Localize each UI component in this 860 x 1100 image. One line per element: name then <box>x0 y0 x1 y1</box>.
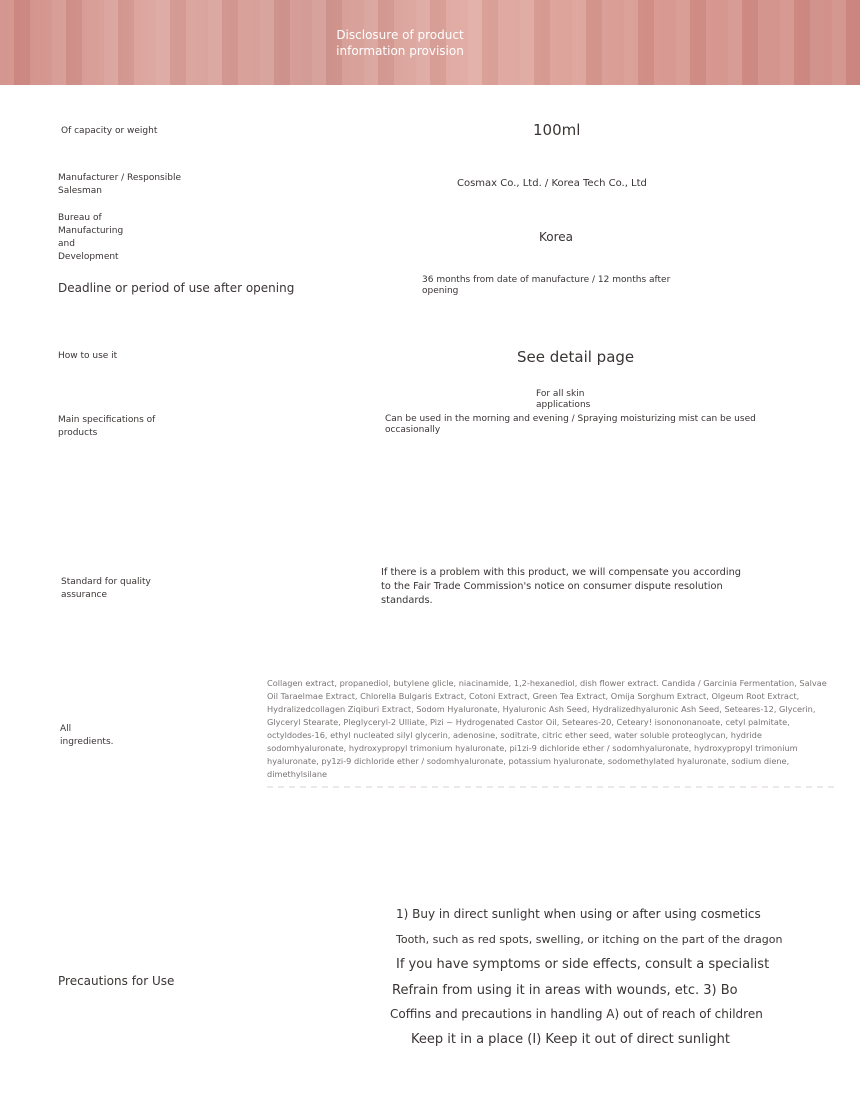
precautions-label: Precautions for Use <box>58 974 175 988</box>
ingredients-value: Collagen extract, propanediol, butylene glicle, niacinamide, 1,2-hexanediol, dish flower extract. Candida / Garcinia Fermentation, Salvae Oil Taraelmae Extract, Chlorella Bulgaris Extract, Cotoni Extract, Green Tea Extract, Omija Sorghum Extract, Olgeum Root Extract, Hydralizedcollagen Ziqiburi Extract, Sodom Hyaluronate, Hyaluronic Ash Seed, Hydralizedhyaluronic Ash Seed, Seteares-12, Glycerin, Glyceryl Stearate, Pleglyceryl-2 Ulliate, Pizi ~ Hydrogenated Castor Oil, Seteares-20, Ceteary! isonononanoate, cetyl palmitate, octyldodes-16, ethyl nucleated silyl glycerin, adenosine, soditrate, citric ether seed, water soluble proteoglycan, hydride sodomhyaluronate, hydroxypropyl trimonium hyaluronate, pi1zi-9 dichloride ether / sodomhyaluronate, hydroxypropyl trimonium hyaluronate, py1zi-9 dichloride ether / sodomhyaluronate, potassium hyaluronate, sodomethylated hyaluronate, sodium diene, dimethylsilane <box>267 678 827 779</box>
manufacturer-value: Cosmax Co., Ltd. / Korea Tech Co., Ltd <box>457 178 647 189</box>
origin-label: Bureau of Manufacturing and Development <box>58 213 124 262</box>
deadline-value: 36 months from date of manufacture / 12 months after opening <box>422 275 671 296</box>
capacity-value: 100ml <box>533 121 581 139</box>
capacity-label: Of capacity or weight <box>61 126 158 136</box>
specs-note: For all skin applications <box>536 389 591 410</box>
manufacturer-label: Manufacturer / Responsible Salesman <box>58 173 181 196</box>
quality-value: If there is a problem with this product, we will compensate you according to the Fair Trade Commission's notice on consumer dispute resolution standards. <box>381 567 742 606</box>
header-banner <box>0 0 860 85</box>
quality-label: Standard for quality assurance <box>61 577 151 600</box>
precaution-line: Tooth, such as red spots, swelling, or itching on the part of the dragon <box>396 933 783 946</box>
precaution-line: 1) Buy in direct sunlight when using or after using cosmetics <box>396 907 761 921</box>
deadline-label: Deadline or period of use after opening <box>58 281 295 295</box>
precaution-line: Coffins and precautions in handling A) out of reach of children <box>390 1007 763 1021</box>
origin-value: Korea <box>539 230 574 244</box>
ingredients-faded-line <box>267 786 837 788</box>
ingredients-label: All ingredients. <box>60 724 114 747</box>
usage-value: See detail page <box>517 348 635 366</box>
specs-value: Can be used in the morning and evening / Spraying moisturizing mist can be used occasionally <box>385 414 756 435</box>
specs-label: Main specifications of products <box>58 415 156 438</box>
usage-label: How to use it <box>58 351 118 361</box>
page-title: Disclosure of product information provision <box>336 28 464 58</box>
precaution-line: If you have symptoms or side effects, consult a specialist <box>396 957 770 972</box>
precaution-line: Refrain from using it in areas with wounds, etc. 3) Bo <box>392 983 738 998</box>
precaution-line: Keep it in a place (I) Keep it out of direct sunlight <box>411 1032 730 1047</box>
